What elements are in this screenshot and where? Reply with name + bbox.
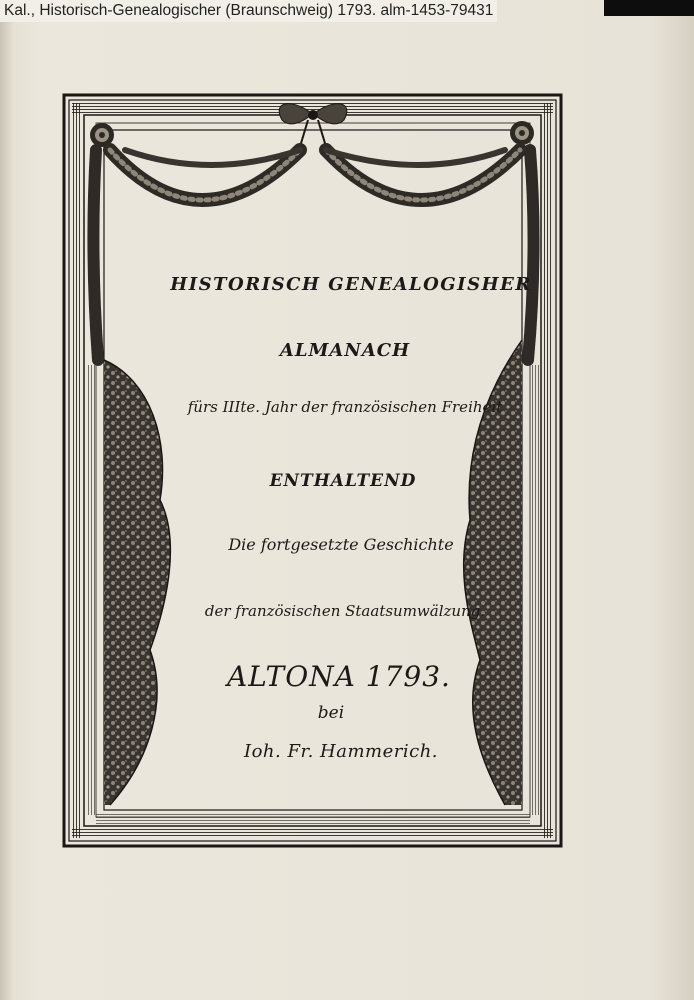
flower-garland <box>93 150 533 360</box>
imprint-place-year: ALTONA 1793. <box>227 660 451 693</box>
image-caption: Kal., Historisch-Genealogischer (Braunschweig) 1793. alm-1453-79431 <box>0 0 497 22</box>
corner-rosette-right <box>510 121 534 145</box>
imprint-publisher: Ioh. Fr. Hammerich. <box>243 741 439 762</box>
title-line-geschichte: Die fortgesetzte Geschichte <box>228 535 454 554</box>
imprint-bei: bei <box>317 703 345 723</box>
title-line-almanach: ALMANACH <box>279 340 411 361</box>
title-line-staatsumwaelzung: der französischen Staatsumwälzung. <box>204 602 486 620</box>
foliage-tree-left <box>104 360 170 805</box>
title-line-jahr-freiheit: fürs IIIte. Jahr der französischen Freiheit <box>187 398 503 416</box>
title-line-enthaltend: ENTHALTEND <box>269 471 417 491</box>
title-line-historisch-genealogisher: HISTORISCH GENEALOGISHER <box>170 274 532 295</box>
